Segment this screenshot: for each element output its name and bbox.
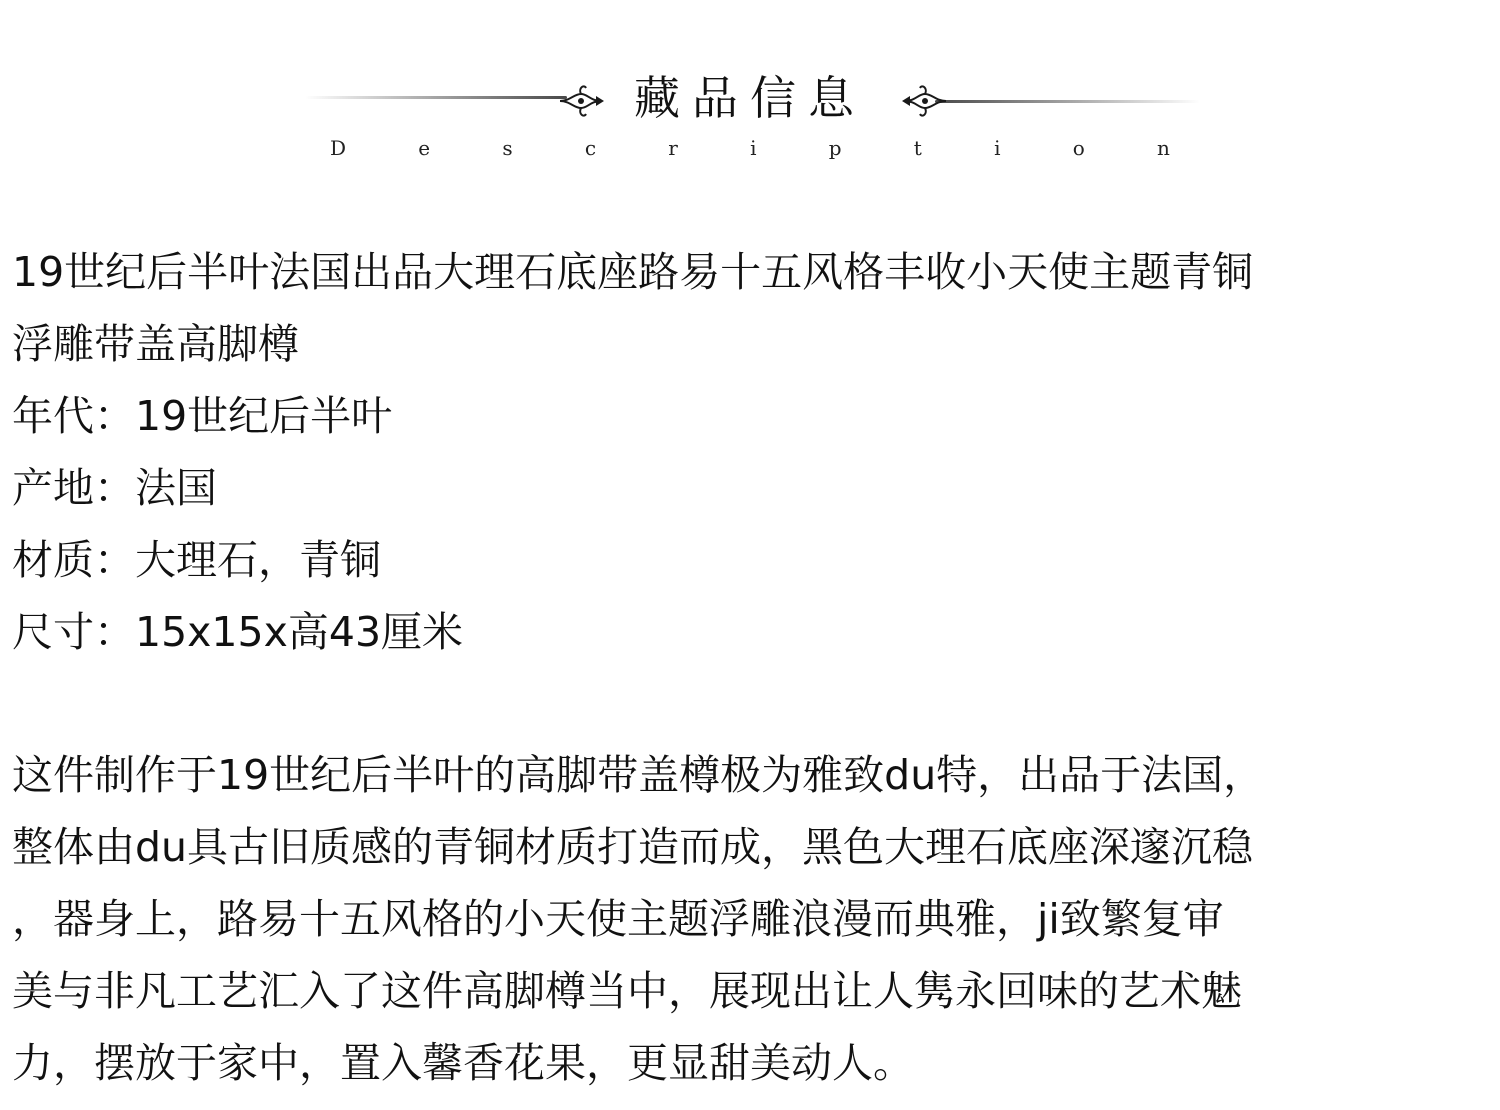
description-line-5: 力，摆放于家中，置入馨香花果，更显甜美动人。 [12,1039,914,1087]
item-origin: 产地：法国 [12,464,217,512]
subtitle-letter: s [502,136,513,160]
item-size: 尺寸：15x15x高43厘米 [12,608,464,656]
subtitle-letter: c [584,136,597,160]
subtitle-letter: D [330,136,347,160]
subtitle-letter: n [1156,136,1170,160]
item-title-line-2: 浮雕带盖高脚樽 [12,320,299,368]
description-content [12,236,1462,1099]
subtitle-letter: r [668,136,678,160]
subtitle-letter: t [913,136,922,160]
header-divider-right [935,100,1200,103]
subtitle-letter: e [418,136,431,160]
header-divider-left [305,96,567,99]
description-line-1: 这件制作于19世纪后半叶的高脚带盖樽极为雅致du特，出品于法国， [12,751,1265,799]
flourish-ornament-left-icon [556,76,606,126]
section-title: 藏品信息 [634,71,866,125]
description-line-2: 整体由du具古旧质感的青铜材质打造而成，黑色大理石底座深邃沉稳 [12,823,1254,871]
flourish-ornament-right-icon [900,76,950,126]
subtitle-letter: i [994,136,1001,160]
section-header [0,0,1500,180]
description-line-3: ，器身上，路易十五风格的小天使主题浮雕浪漫而典雅，ji致繁复审 [12,895,1224,943]
description-line-4: 美与非凡工艺汇入了这件高脚樽当中，展现出让人隽永回味的艺术魅 [12,967,1242,1015]
subtitle-letter: o [1072,136,1085,160]
section-subtitle [330,134,1170,162]
item-material: 材质：大理石，青铜 [12,536,381,584]
subtitle-letter: p [828,136,842,160]
item-era: 年代：19世纪后半叶 [12,392,393,440]
item-title-line-1: 19世纪后半叶法国出品大理石底座路易十五风格丰收小天使主题青铜 [12,248,1254,296]
subtitle-letter: i [750,136,757,160]
paragraph-spacer [12,668,1462,739]
